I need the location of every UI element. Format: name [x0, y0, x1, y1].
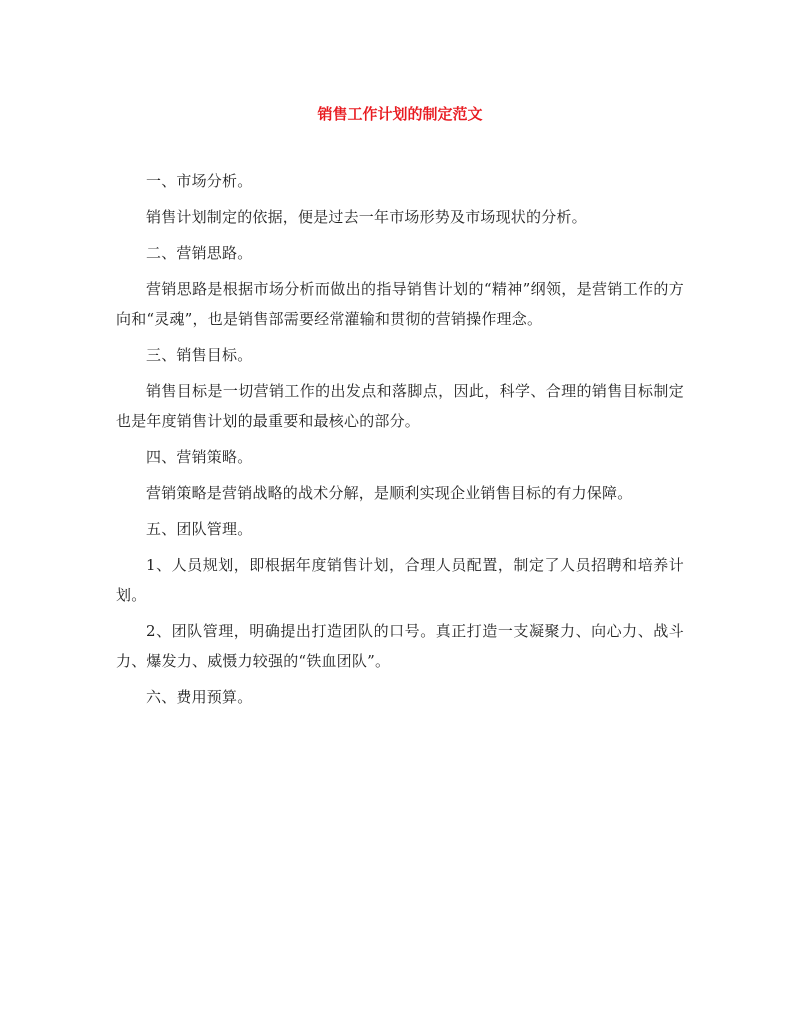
paragraph-staff-planning: 1、人员规划，即根据年度销售计划，合理人员配置，制定了人员招聘和培养计划。 [116, 556, 684, 604]
paragraph-team-management: 2、团队管理，明确提出打造团队的口号。真正打造一支凝聚力、向心力、战斗力、爆发力、威慑力较强的“铁血团队”。 [116, 622, 684, 670]
section-heading-marketing-ideas: 二、营销思路。 [146, 244, 253, 262]
paragraph-market-analysis: 销售计划制定的依据，便是过去一年市场形势及市场现状的分析。 [146, 208, 587, 226]
section-heading-budget: 六、费用预算。 [146, 688, 253, 706]
paragraph-marketing-strategy: 营销策略是营销战略的战术分解，是顺利实现企业销售目标的有力保障。 [146, 484, 633, 502]
paragraph-sales-target: 销售目标是一切营销工作的出发点和落脚点，因此，科学、合理的销售目标制定也是年度销售计划的最重要和最核心的部分。 [116, 382, 684, 430]
paragraph-marketing-ideas: 营销思路是根据市场分析而做出的指导销售计划的“精神”纲领，是营销工作的方向和“灵魂”，也是销售部需要经常灌输和贯彻的营销操作理念。 [116, 280, 684, 328]
document-title: 销售工作计划的制定范文 [317, 105, 483, 123]
document-body [116, 166, 684, 718]
section-heading-sales-target: 三、销售目标。 [146, 346, 253, 364]
section-heading-marketing-strategy: 四、营销策略。 [146, 448, 253, 466]
section-heading-market-analysis: 一、市场分析。 [146, 172, 253, 190]
section-heading-team-management: 五、团队管理。 [146, 520, 253, 538]
